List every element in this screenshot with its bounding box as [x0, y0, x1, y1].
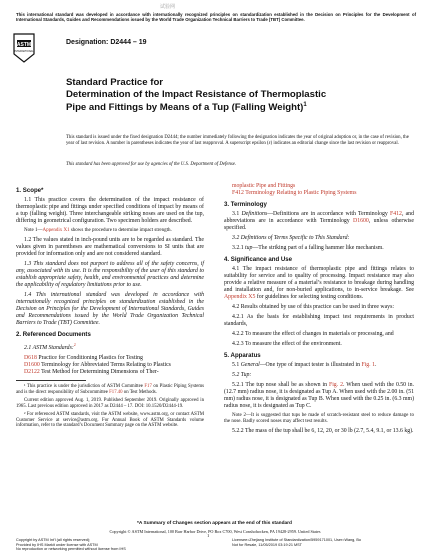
para-3-1-text-c: , unless otherwise specified.: [224, 218, 414, 231]
d1600-ref-link[interactable]: D1600: [353, 218, 369, 224]
footnote-1-edition: Current edition approved Aug. 1, 2019. Published September 2019. Originally approved in 1965. Last previous edition approved in 2017 as D2444 – 17. DOI: 10.1520/D2444-19.: [16, 398, 204, 409]
f412-link[interactable]: F412: [232, 190, 244, 196]
astm-logo-icon: [12, 30, 36, 64]
title-line-1: Standard Practice for: [66, 77, 164, 88]
tup-term: tup: [245, 245, 253, 251]
svg-text:ASTM: ASTM: [16, 41, 32, 48]
section-scope-heading: 1. Scope*: [16, 187, 44, 194]
title-footnote-mark: 1: [303, 102, 307, 108]
para-3-2: 3.2 Definitions of Terms Specific to This Standard:: [232, 235, 350, 241]
d2122-link[interactable]: D2122: [24, 368, 40, 375]
footnote-2-mark[interactable]: 2: [73, 342, 76, 347]
para-3-1-text-b: , and abbreviations are in accordance with Terminology: [224, 211, 414, 224]
para-4-2-2: 4.2.2 To measure the effect of changes in materials or processing, and: [232, 331, 394, 337]
para-4-1: [224, 266, 414, 301]
para-5-2-1: [224, 382, 414, 410]
para-1-1: 1.1 This practice covers the determination of the impact resistance of thermoplastic pipe and fittings under specified conditions of impact by means of a tup (falling weight). Three interchangeable striking noses are used on the tup, differing in geometrical configuration. Two specimen holders are described.: [16, 197, 204, 224]
standards-notice: This international standard was developed in accordance with internationally recognized principles on standardization established in the Decision on Principles for the Development of International Standards, Guides and Recommendations issued by the World Trade Organization Technical Barriers to Trade (TBT) Committee.: [16, 12, 416, 23]
para-5-2-1-text: 5.2.1 The tup nose shall be as shown in: [232, 382, 329, 388]
para-1-2: 1.2 The values stated in inch-pound units are to be regarded as standard. The values given in parentheses are mathematical conversions to SI units that are provided for information only and are not considered standard.: [16, 237, 204, 257]
watermark: 试验网: [160, 5, 176, 10]
summary-of-changes-note: *A Summary of Changes section appears at the end of this standard: [137, 521, 292, 526]
dod-approval: This standard has been approved for use by agencies of the U.S. Department of Defense.: [66, 162, 237, 167]
fig-2-link[interactable]: Fig. 2: [328, 382, 343, 388]
appendix-x1-link[interactable]: Appendix X1: [42, 228, 70, 233]
appendix-x5-link[interactable]: Appendix X5: [224, 294, 256, 300]
para-3-1-term: Definitions: [241, 211, 268, 217]
para-4-2: 4.2 Results obtained by use of this practice can be used in three ways:: [232, 304, 394, 310]
ref-d618: [16, 355, 204, 362]
para-1-3: 1.3 This standard does not purport to address all of the safety concerns, if any, associated with its use. It is the responsibility of the user of this standard to establish appropriate safety, health, and environmental practices and determine the applicability of regulatory limitations prior to use.: [16, 261, 204, 288]
para-3-2-1-num: 3.2.1: [232, 245, 246, 251]
para-3-1-text-a: —Definitions are in accordance with Terminology: [267, 211, 391, 217]
section-terminology-heading: 3. Terminology: [224, 201, 267, 208]
d2122-continued: moplastic Pipe and Fittings: [232, 183, 296, 189]
para-4-1-text: 4.1 The impact resistance of thermoplastic pipe and fittings relates to suitability for service and to quality of processing. Impact resistance may also provide a relative measure of a material’s resistance to breakage during handling and installation and, for non-buried applications, to in-service breakage. See: [224, 266, 414, 293]
para-5-1-end: .: [374, 362, 377, 368]
section-significance-heading: 4. Significance and Use: [224, 256, 293, 263]
right-column: [224, 183, 414, 438]
title-line-2: Determination of the Impact Resistance of Thermoplastic: [66, 88, 327, 100]
footnote-1-a: ¹ This practice is under the jurisdiction of ASTM Committee: [24, 383, 145, 389]
left-column: [16, 183, 204, 432]
para-5-1: [224, 362, 414, 369]
tup-definition: —The striking part of a falling hammer like mechanism.: [252, 245, 384, 251]
note-2: Note 2—It is suggested that tups be made of scratch-resistant steel to reduce damage to the nose. Badly scored noses may affect test results.: [224, 413, 414, 424]
para-5-1-num: 5.1: [232, 362, 241, 368]
f412-title: Terminology Relating to Plastic Piping Systems: [243, 190, 357, 196]
copyright-line: Copyright © ASTM International, 100 Barr Harbor Drive, PO Box C700, West Conshohocken, PA 19428-2959. United States: [109, 529, 321, 534]
f17-40-link[interactable]: F17.40: [109, 389, 123, 395]
para-3-1: [224, 211, 414, 232]
ref-f412: [224, 190, 414, 197]
para-4-2-3: 4.2.3 To measure the effect of the environment.: [232, 341, 342, 347]
section-apparatus-heading: 5. Apparatus: [224, 352, 261, 359]
para-5-1-term: General: [240, 362, 260, 368]
footnote-divider: [16, 380, 86, 381]
title-line-3-text: Pipe and Fittings by Means of a Tup (Falling Weight): [66, 102, 304, 114]
footnote-1: [16, 384, 204, 395]
f412-ref-link[interactable]: F412: [390, 211, 402, 217]
ref-d2122: [16, 369, 204, 376]
para-5-2-1-end: . When used with the 0.50 in. (12.7 mm) radius nose, it is designated as Tup A. When used with the 2.00 in. (51 mm) radius nose, it is designated as Tup B. When used with the 0.25 in. (6.3 mm) radius nose, it is designated as Tup C.: [224, 382, 414, 409]
svg-text:INTERNATIONAL: INTERNATIONAL: [14, 50, 34, 53]
para-5-1-text: —One type of impact tester is illustrated in: [259, 362, 362, 368]
d618-title: Practice for Conditioning Plastics for Testing: [36, 354, 143, 361]
fig-1-link[interactable]: Fig. 1: [361, 362, 375, 368]
footnote-1-b: on Plastic Piping Systems and is the direct responsibility of Subcommittee: [16, 383, 204, 395]
d2122-title: Test Method for Determining Dimensions of Ther-: [39, 368, 159, 375]
para-4-2-1: 4.2.1 As the basis for establishing impact test requirements in product standards,: [224, 314, 414, 327]
license-left: Copyright by ASTM Int'l (all rights reserved); Provided by IHS Markit under license with ASTM No reproduction or networking permitted without license from IHS: [16, 538, 126, 552]
page-title: [66, 77, 406, 114]
note-1-text: shows the procedure to determine impact strength.: [69, 228, 172, 233]
para-2-1: [16, 341, 204, 352]
title-line-3: [66, 100, 406, 114]
para-5-2-2: 5.2.2 The mass of the tup shall be 6, 12, 20, or 30 lb (2.7, 5.4, 9.1, or 13.6 kg).: [232, 428, 414, 434]
para-5-2: 5.2 Tup:: [232, 372, 252, 378]
d1600-title: Terminology for Abbreviated Terms Relating to Plastics: [39, 361, 171, 368]
para-1-4: 1.4 This international standard was developed in accordance with internationally recognized principles on standardization established in the Decision on Principles for the Development of International Standards, Guides and Recommendations issued by the World Trade Organization Technical Barriers to Trade (TBT) Committee.: [16, 292, 204, 326]
ref-d1600: [16, 362, 204, 369]
page-number: 1: [207, 533, 210, 538]
footnote-1-c: on Test Methods.: [122, 389, 157, 395]
issued-statement: This standard is issued under the fixed designation D2444; the number immediately following the designation indicates the year of original adoption or, in the case of revision, the year of last revision. A number in parentheses indicates the year of last reapproval. A superscript epsilon (ε) indicates an editorial change since the last revision or reapproval.: [66, 135, 409, 146]
footnote-2: ² For referenced ASTM standards, visit the ASTM website, www.astm.org, or contact ASTM Customer Service at service@astm.org. For Annual Book of ASTM Standards volume information, refer to the standard’s Document Summary page on the ASTM website.: [16, 412, 204, 429]
section-refs-heading: 2. Referenced Documents: [16, 331, 91, 338]
astm-standards-label: 2.1 ASTM Standards:: [24, 344, 74, 351]
d1600-link[interactable]: D1600: [24, 361, 40, 368]
designation: Designation: D2444 – 19: [66, 39, 147, 46]
para-3-1-num: 3.1: [232, 211, 242, 217]
f17-link[interactable]: F17: [144, 383, 152, 389]
para-3-2-1: [224, 245, 414, 252]
para-4-1-end: for guidelines for selecting testing conditions.: [255, 294, 364, 300]
note-1-label: Note 1—: [24, 228, 43, 233]
license-right: Licensee=Zhejiang Institute of Standardization/5959171001, User=Wang, Bo Not for Resale, 11/05/2019 03:19:21 MST: [232, 538, 362, 547]
astm-logo: [12, 30, 36, 64]
note-1: [16, 228, 204, 234]
d618-link[interactable]: D618: [24, 354, 37, 361]
